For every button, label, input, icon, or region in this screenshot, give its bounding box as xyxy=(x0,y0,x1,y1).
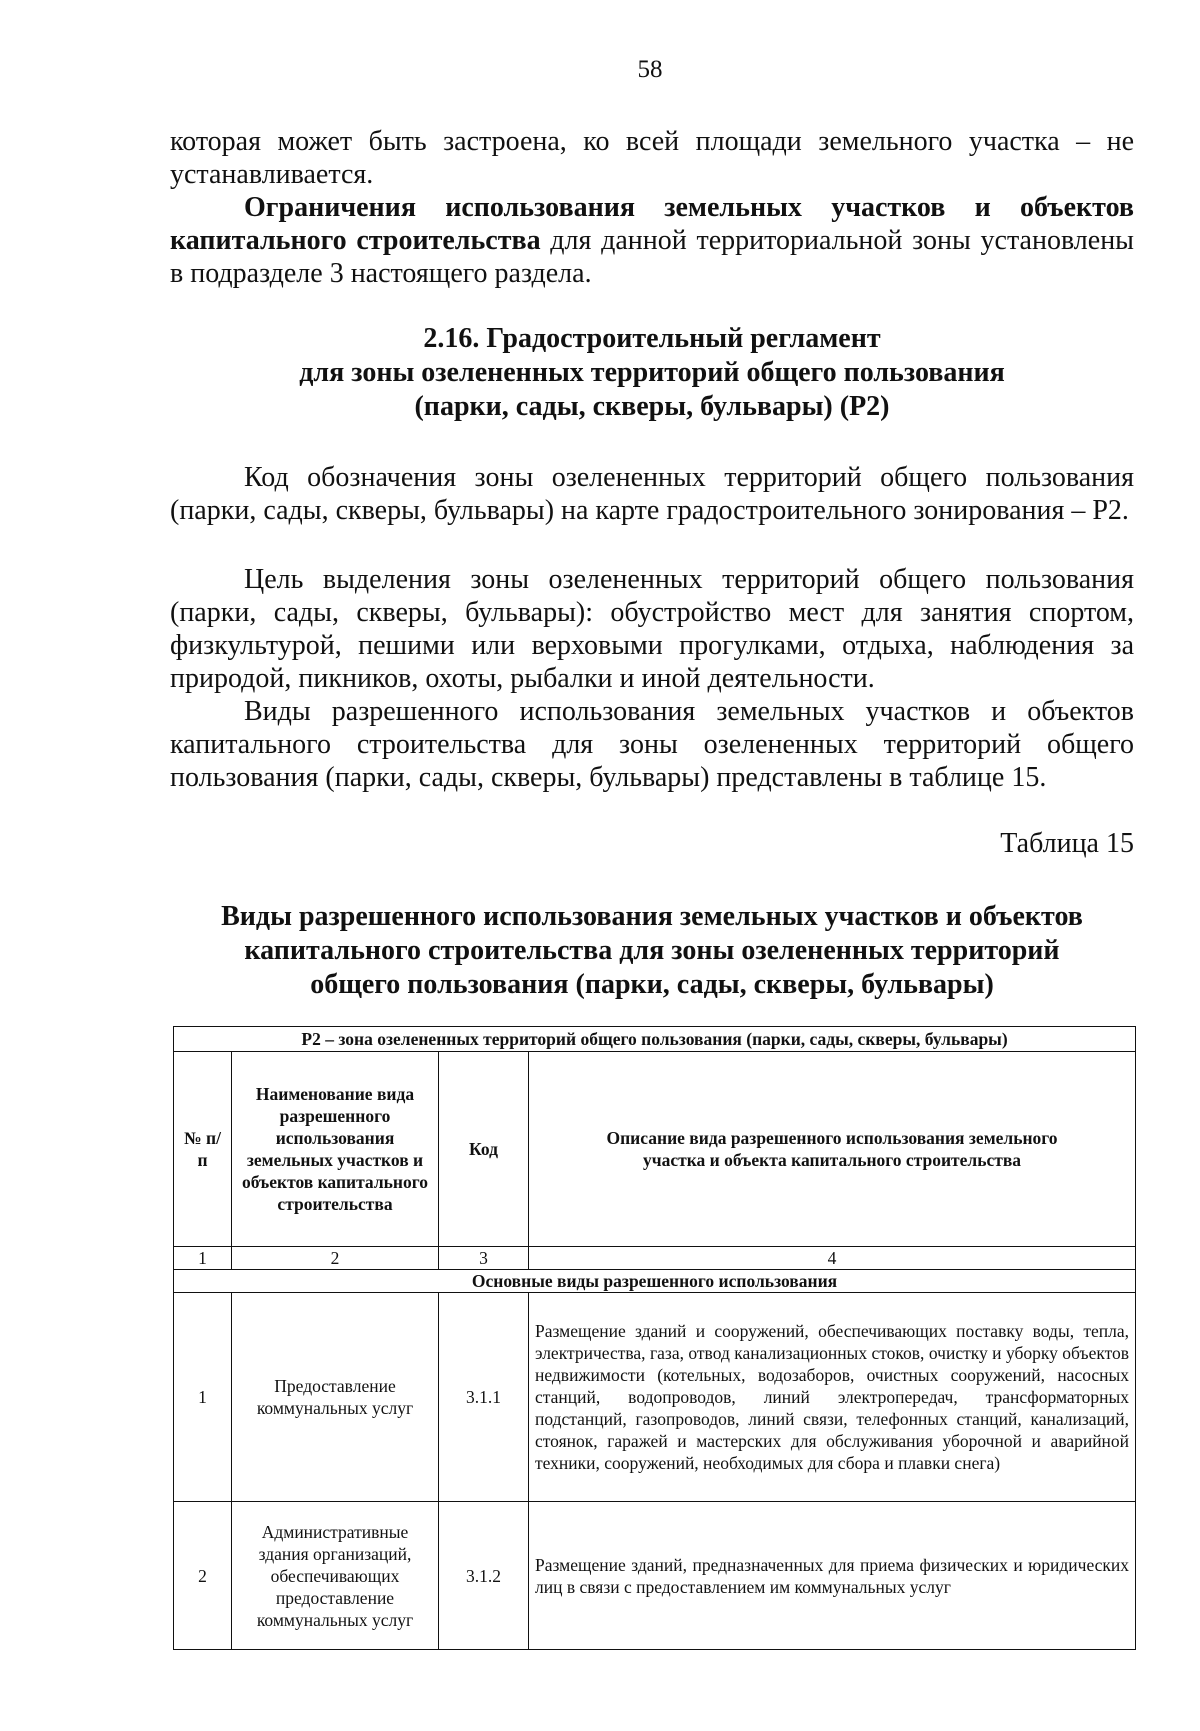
row-1-name: Предоставление коммунальных услуг xyxy=(232,1293,439,1502)
header-num: № п/п xyxy=(174,1052,232,1247)
header-code: Код xyxy=(439,1052,529,1247)
table-title-line-1: Виды разрешенного использования земельных участков и объектов xyxy=(221,901,1083,932)
section-title-line-1: 2.16. Градостроительный регламент xyxy=(423,323,881,354)
row-1-code: 3.1.1 xyxy=(439,1293,529,1502)
column-number-2: 2 xyxy=(232,1247,439,1270)
group-header-cell: Основные виды разрешенного использования xyxy=(174,1270,1136,1293)
column-number-1: 1 xyxy=(174,1247,232,1270)
zone-header-cell: Р2 – зона озелененных территорий общего пользования (парки, сады, скверы, бульвары) xyxy=(174,1027,1136,1052)
table-row xyxy=(174,1502,1136,1650)
column-header-row xyxy=(174,1052,1136,1247)
table-title-line-3: общего пользования (парки, сады, скверы, бульвары) xyxy=(310,969,994,1000)
restrictions-paragraph xyxy=(170,191,1134,290)
zone-code-paragraph: Код обозначения зоны озелененных территорий общего пользования (парки, сады, скверы, бульвары) на карте градостроительного зонирования – Р2. xyxy=(170,462,1134,526)
section-title-line-2: для зоны озелененных территорий общего пользования xyxy=(299,357,1005,388)
zone-purpose-paragraph: Цель выделения зоны озелененных территорий общего пользования (парки, сады, скверы, бульвары): обустройство мест для занятия спортом, физкультурой, пешими или верховыми прогулками, отдыха, наблюдения за природой, пикников, охоты, рыбалки и иной деятельности. xyxy=(170,564,1134,694)
row-2-code: 3.1.2 xyxy=(439,1502,529,1650)
header-name: Наименование вида разрешенного использования земельных участков и объектов капитального строительства xyxy=(232,1052,439,1247)
zone-header-row xyxy=(174,1027,1136,1052)
table-row xyxy=(174,1293,1136,1502)
section-title-line-3: (парки, сады, скверы, бульвары) (Р2) xyxy=(414,391,890,422)
group-header-row xyxy=(174,1270,1136,1293)
column-number-4: 4 xyxy=(529,1247,1136,1270)
row-1-description: Размещение зданий и сооружений, обеспечивающих поставку воды, тепла, электричества, газа, отвод канализационных стоков, очистку и уборку объектов недвижимости (котельных, водозаборов, очистных сооружений, насосных станций, водопроводов, линий электропередач, трансформаторных подстанций, газопроводов, линий связи, телефонных станций, канализаций, стоянок, гаражей и мастерских для обслуживания уборочной и аварийной техники, сооружений, необходимых для сбора и плавки снега) xyxy=(529,1293,1136,1502)
intro-paragraph: которая может быть застроена, ко всей площади земельного участка – не устанавливается. xyxy=(170,126,1134,190)
permitted-uses-table xyxy=(173,1026,1136,1650)
permitted-uses-paragraph: Виды разрешенного использования земельных участков и объектов капитального строительства для зоны озелененных территорий общего пользования (парки, сады, скверы, бульвары) представлены в таблице 15. xyxy=(170,696,1134,793)
table-caption: Таблица 15 xyxy=(1000,828,1134,859)
column-number-3: 3 xyxy=(439,1247,529,1270)
restrictions-bold-text: Ограничения использования земельных участков и объектов капитального строительства xyxy=(170,192,1134,256)
page-number: 58 xyxy=(637,56,663,83)
row-2-name: Административные здания организаций, обеспечивающих предоставление коммунальных услуг xyxy=(232,1502,439,1650)
header-description: Описание вида разрешенного использования земельного участка и объекта капитального строительства xyxy=(529,1052,1136,1247)
row-1-num: 1 xyxy=(174,1293,232,1502)
column-number-row xyxy=(174,1247,1136,1270)
table-title xyxy=(170,900,1134,1002)
table-title-line-2: капитального строительства для зоны озелененных территорий xyxy=(244,935,1060,966)
row-2-num: 2 xyxy=(174,1502,232,1650)
row-2-description: Размещение зданий, предназначенных для приема физических и юридических лиц в связи с предоставлением им коммунальных услуг xyxy=(529,1502,1136,1650)
section-title xyxy=(170,322,1134,424)
restrictions-rest-text: для данной территориальной зоны установлены в подразделе 3 настоящего раздела. xyxy=(170,225,1134,289)
